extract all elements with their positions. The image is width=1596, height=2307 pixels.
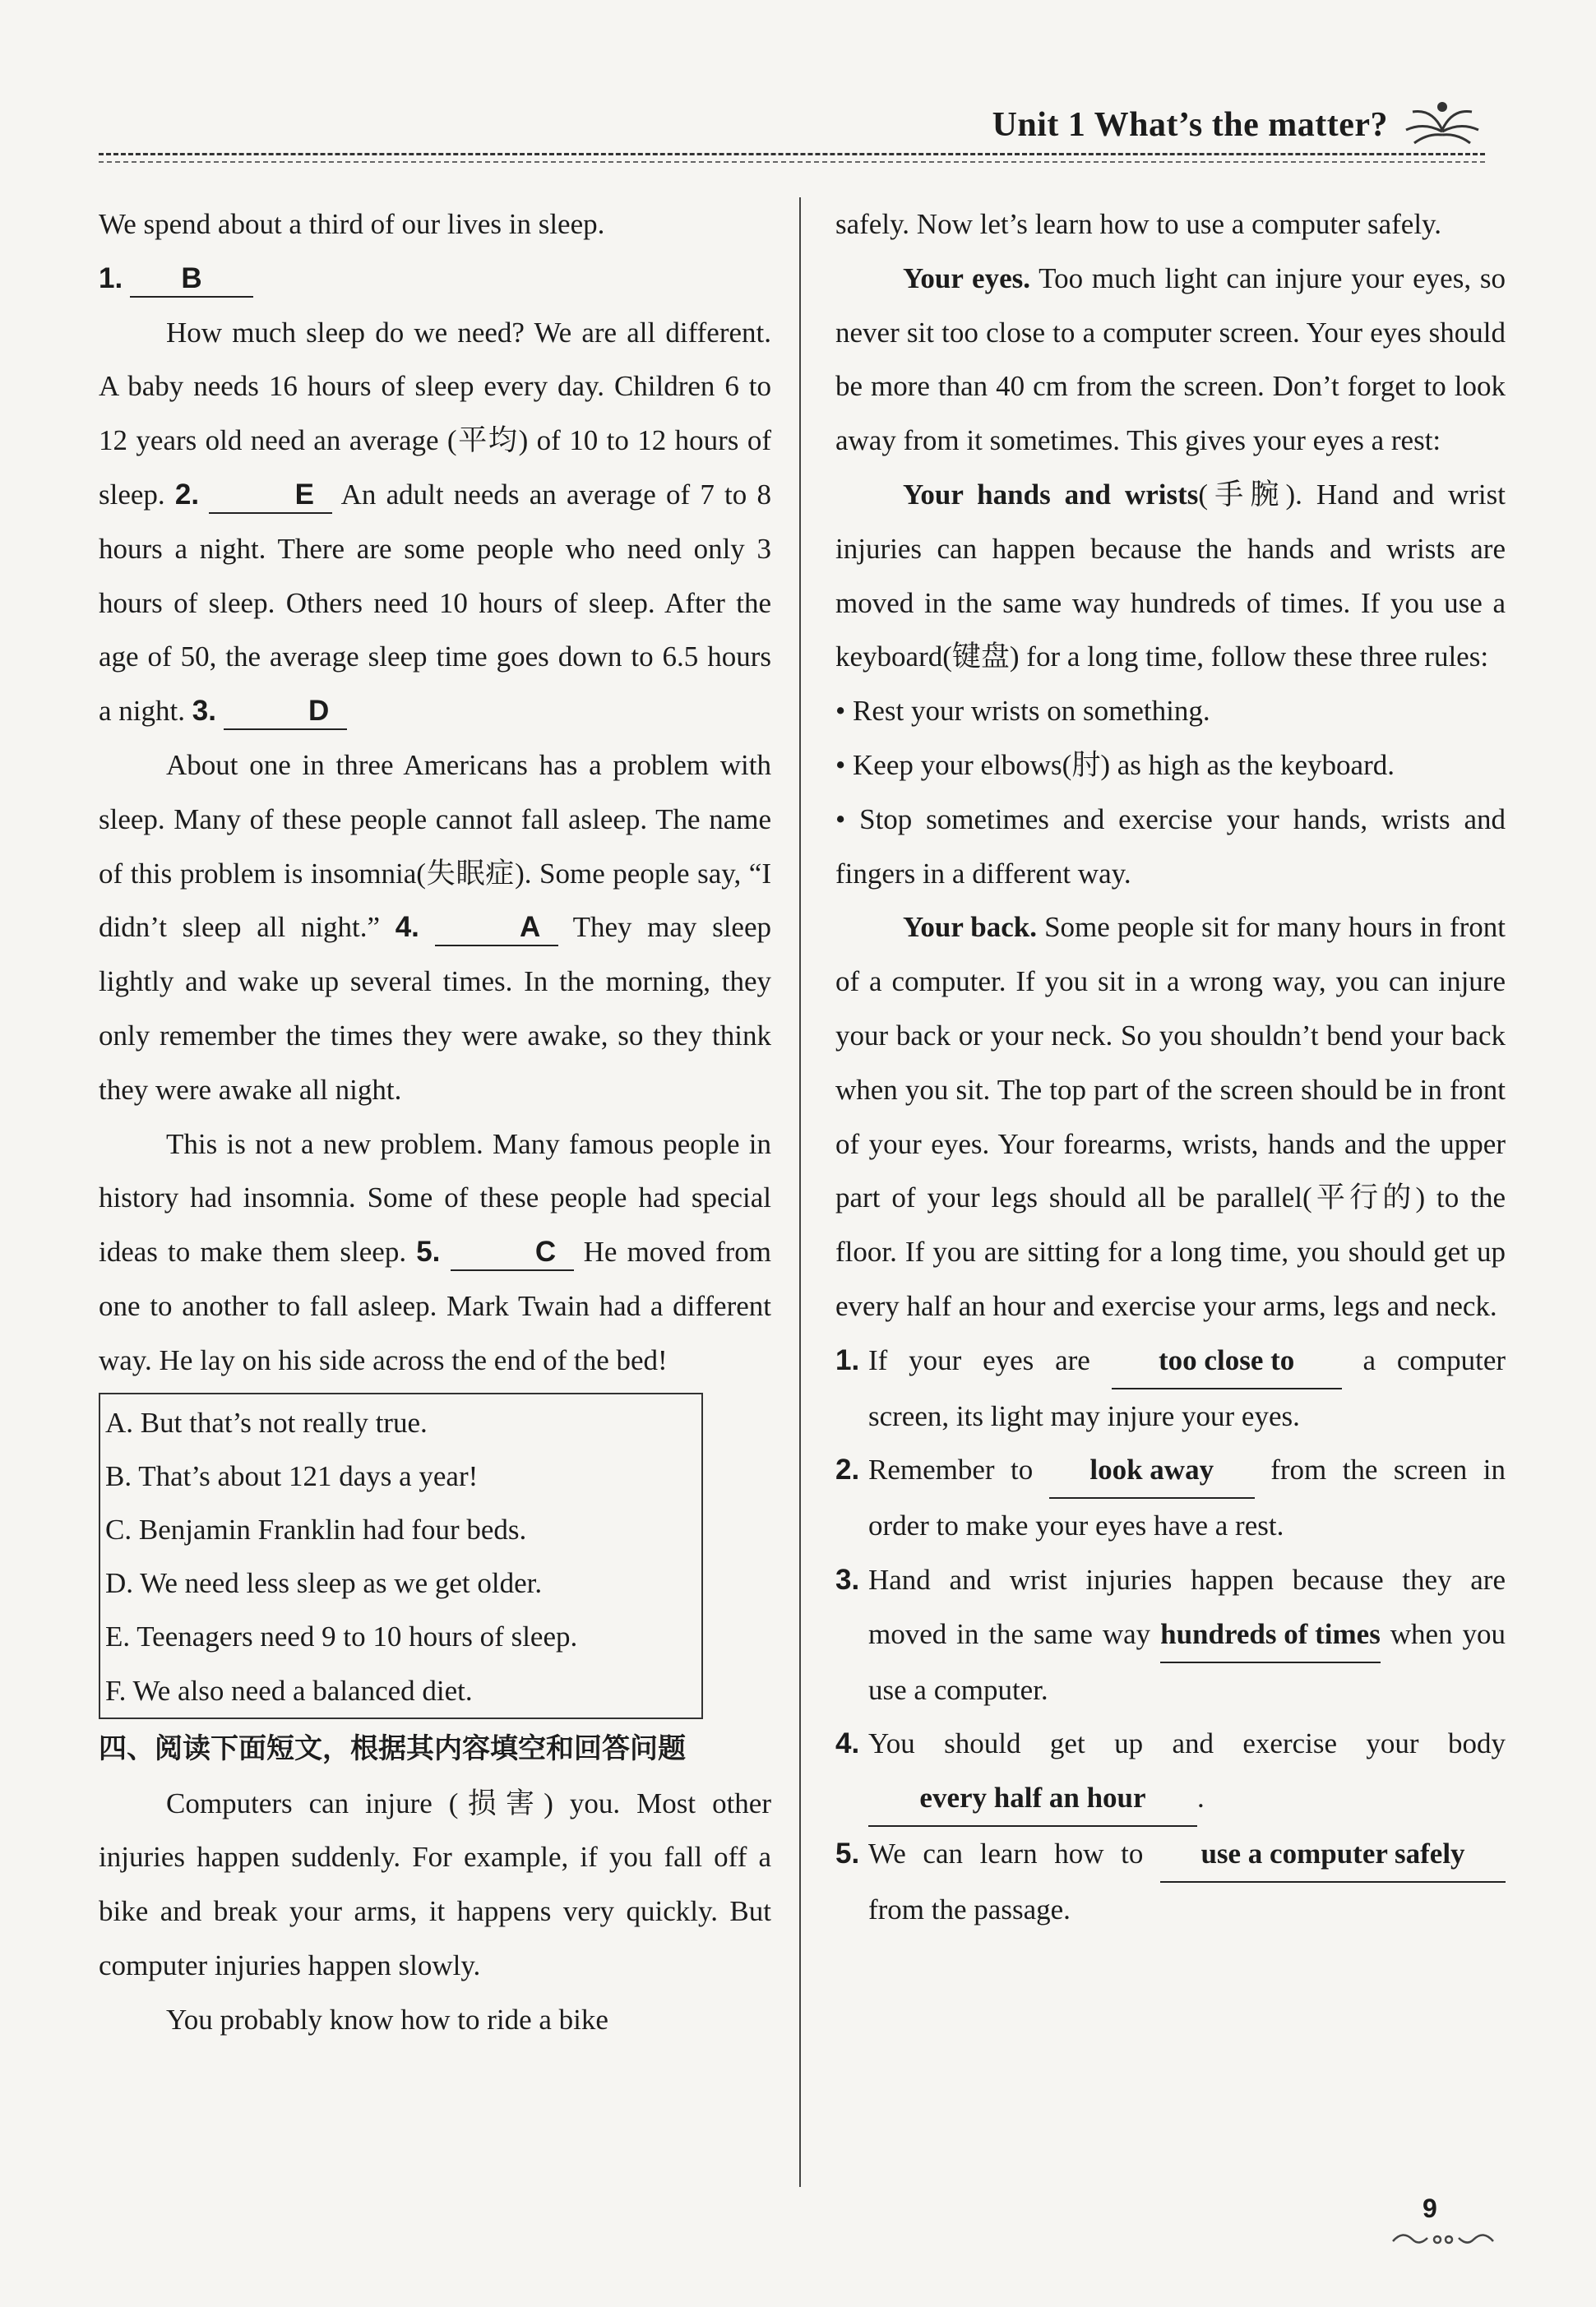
- fill-blank-4[interactable]: every half an hour: [868, 1771, 1197, 1827]
- answer-blank-3[interactable]: D: [224, 694, 347, 730]
- rule-3: • Stop sometimes and exercise your hands, wrists and fingers in a different way.: [835, 802, 1506, 890]
- option-c: C. Benjamin Franklin had four beds.: [105, 1513, 527, 1546]
- answer-blank-4[interactable]: A: [435, 910, 558, 946]
- fill-blank-5[interactable]: use a computer safely: [1160, 1827, 1506, 1883]
- question-item-4: 4. You should get up and exercise your body every half an hour .: [835, 1717, 1506, 1827]
- answer-blank-5[interactable]: C: [451, 1235, 574, 1271]
- header-rule: [99, 153, 1485, 155]
- fountain-ornament-icon: [1399, 97, 1485, 156]
- option-d: D. We need less sleep as we get older.: [105, 1567, 543, 1600]
- question-item-1: 1. If your eyes are too close to a computer screen, its light may injure your eyes.: [835, 1334, 1506, 1444]
- right-column: [835, 197, 1506, 1937]
- option-a: A. But that’s not really true.: [105, 1406, 428, 1439]
- question-3-number: 3.: [192, 695, 216, 728]
- paragraph-eyes: Your eyes. Too much light can injure your eyes, so never sit too close to a computer screen. Your eyes should be more than 40 cm from the screen. Don’t forget to look away from it sometimes. This gives your eyes a rest:: [835, 261, 1506, 457]
- header-rule-thin: [99, 161, 1485, 163]
- reading-intro: We spend about a third of our lives in sleep.: [99, 208, 605, 240]
- answer-blank-2[interactable]: E: [209, 478, 332, 514]
- question-5-number: 5.: [416, 1236, 441, 1269]
- option-f: F. We also need a balanced diet.: [105, 1674, 473, 1707]
- option-e: E. Teenagers need 9 to 10 hours of sleep.: [105, 1620, 578, 1653]
- unit-title: Unit 1 What’s the matter?: [992, 106, 1388, 144]
- question-item-3: 3. Hand and wrist injuries happen because they are moved in the same way hundreds of times when you use a computer.: [835, 1563, 1506, 1706]
- answer-blank-1[interactable]: B: [130, 261, 253, 298]
- page-number: 9: [1423, 2194, 1437, 2223]
- paragraph-how-much-sleep: How much sleep do we need? We are all different. A baby needs 16 hours of sleep every day. Children 6 to 12 years old need an average (平均) of 10 to 12 hours of sleep. 2. E An adult needs an average of 7 to 8 hours a night. There are some people who need only 3 hours of sleep. Others need 10 hours of sleep. After the age of 50, the average sleep time goes down to 6.5 hours a night. 3. D: [99, 306, 771, 738]
- paragraph-hands: Your hands and wrists(手腕). Hand and wrist injuries can happen because the hands and wrists are moved in the same way hundreds of times. If you use a keyboard(键盘) for a long time, follow these three rules:: [835, 478, 1506, 673]
- question-item-5: 5. We can learn how to use a computer safely from the passage.: [835, 1827, 1506, 1937]
- paragraph-insomnia: About one in three Americans has a problem with sleep. Many of these people cannot fall asleep. The name of this problem is insomnia(失眠症). Some people say, “I didn’t sleep all night.” 4. A They may sleep lightly and wake up several times. In the morning, they only remember the times they were awake, so they think they were awake all night.: [99, 748, 772, 1106]
- question-2-number: 2.: [174, 478, 200, 511]
- paragraph-safely: safely. Now let’s learn how to use a computer safely.: [835, 208, 1442, 240]
- fill-blank-1[interactable]: too close to: [1112, 1334, 1342, 1389]
- rule-2: • Keep your elbows(肘) as high as the keyboard.: [835, 748, 1395, 781]
- question-1-number: 1.: [99, 261, 123, 294]
- fill-blank-3[interactable]: hundreds of times: [1160, 1607, 1381, 1663]
- paragraph-history: This is not a new problem. Many famous people in history had insomnia. Some of these people had special ideas to make them sleep. 5. C He moved from one to another to fall asleep. Mark Twain had a different way. He lay on his side across the end of the bed!: [99, 1127, 772, 1376]
- paragraph-ride-bike: You probably know how to ride a bike: [166, 2003, 608, 2036]
- page-header: [99, 97, 1485, 163]
- paragraph-computer-injuries: Computers can injure (损害) you. Most other injuries happen suddenly. For example, if you fall off a bike and break your arms, it happens very quickly. But computer injuries happen slowly.: [99, 1787, 771, 1981]
- rule-1: • Rest your wrists on something.: [835, 695, 1210, 728]
- section-heading: 四、阅读下面短文，根据其内容填空和回答问题: [99, 1731, 686, 1765]
- paragraph-back: Your back. Some people sit for many hours in front of a computer. If you sit in a wrong way, you can injure your back or your neck. So you shouldn’t bend your back when you sit. The top part of the screen should be in front of your eyes. Your forearms, wrists, hands and the upper part of your legs should all be parallel(平行的) to the floor. If you are sitting for a long time, you should get up every half an hour and exercise your arms, legs and neck.: [835, 911, 1506, 1322]
- left-column: [99, 197, 771, 2047]
- question-4-number: 4.: [395, 911, 419, 944]
- column-divider: [799, 197, 801, 2187]
- footer-flourish-icon: [1390, 2226, 1497, 2251]
- question-1-line: [99, 252, 771, 306]
- question-item-2: 2. Remember to look away from the screen in order to make your eyes have a rest.: [835, 1443, 1506, 1553]
- option-b: B. That’s about 121 days a year!: [105, 1459, 479, 1492]
- fill-blank-2[interactable]: look away: [1049, 1443, 1255, 1499]
- options-box: [99, 1393, 703, 1719]
